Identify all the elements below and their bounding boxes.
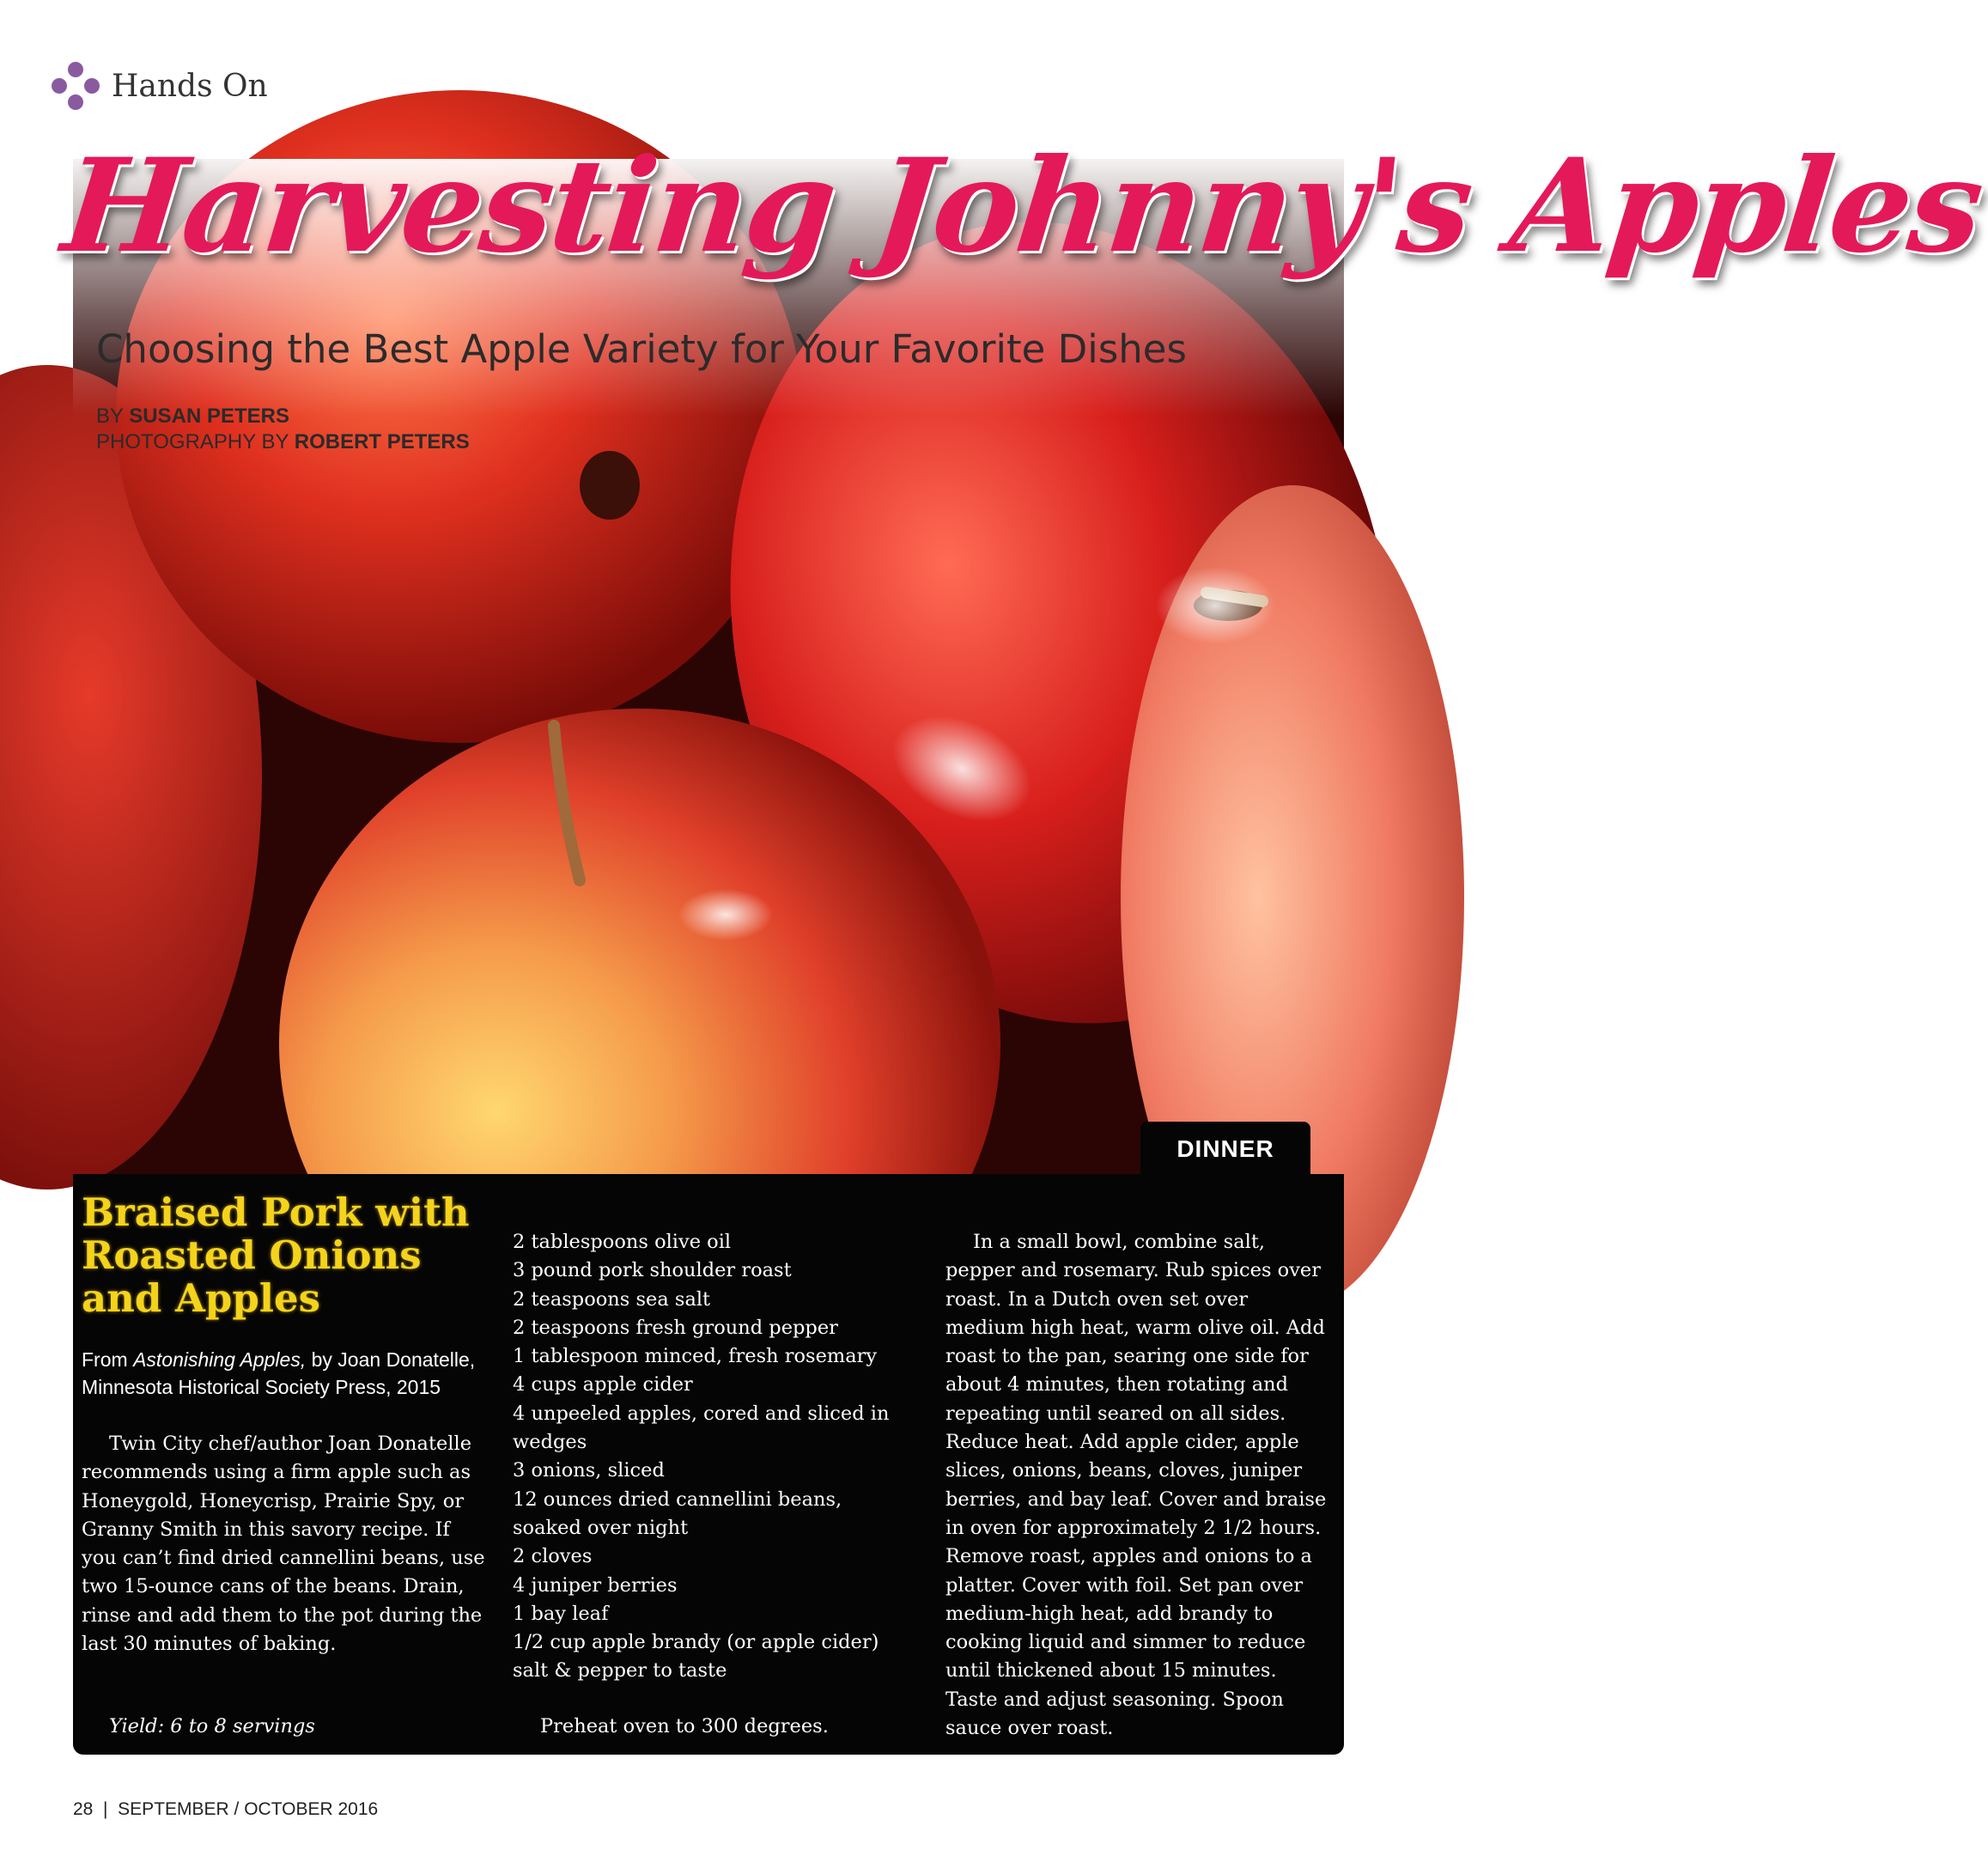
ingredient-item: 4 unpeeled apples, cored and sliced in wedges [513, 1402, 890, 1454]
ingredient-item: 2 tablespoons olive oil [513, 1231, 732, 1253]
section-label [52, 62, 268, 110]
ingredient-item: salt & pepper to taste [513, 1659, 727, 1682]
source-publisher: Minnesota Historical Society Press, 2015 [82, 1376, 441, 1398]
byline-prefix: BY [96, 405, 124, 428]
photo-prefix: PHOTOGRAPHY BY [96, 430, 289, 453]
photographer-line [96, 429, 470, 455]
ingredient-item: 1/2 cup apple brandy (or apple cider) [513, 1631, 879, 1654]
ingredient-item: 3 onions, sliced [513, 1459, 665, 1482]
source-author: by Joan Donatelle, [311, 1348, 476, 1371]
issue-date: SEPTEMBER / OCTOBER 2016 [118, 1799, 379, 1819]
ingredient-item: 3 pound pork shoulder roast [513, 1259, 792, 1282]
recipe-intro: Twin City chef/author Joan Donatelle recommends using a firm apple such as Honeygold, Honeycrisp, Prairie Spy, or Granny Smith in this savory recipe. If you can’t find dried cannellini beans, use two 15-ounce cans of the beans. Drain, rinse and add them to the pot during the last 30 minutes of baking. [82, 1433, 485, 1656]
photographer-name: ROBERT PETERS [294, 430, 470, 453]
author-name: SUSAN PETERS [129, 405, 289, 428]
page-number: 28 [73, 1799, 94, 1819]
recipe-source [82, 1346, 485, 1401]
recipe-yield: Yield: 6 to 8 servings [109, 1715, 315, 1737]
ingredient-item: 4 juniper berries [513, 1573, 678, 1597]
ingredient-item: 1 bay leaf [513, 1602, 609, 1625]
ingredient-item: 2 teaspoons fresh ground pepper [513, 1316, 838, 1339]
recipe-directions: In a small bowl, combine salt, pepper and rosemary. Rub spices over roast. In a Dutch oven set over medium high heat, warm olive oil. Add roast to the pan, searing one side for about 4 minutes, then rotating and repeating until seared on all sides. Reduce heat. Add apple cider, apple slices, onions, beans, cloves, juniper berries, and bay leaf. Cover and braise in oven for approximately 2 1/2 hours. Remove roast, apples and onions to a platter. Cover with foil. Set pan over medium-high heat, add brandy to cooking liquid and simmer to reduce until thickened about 15 minutes. Taste and adjust seasoning. Spoon sauce over roast. [945, 1231, 1327, 1740]
apples-photo [73, 159, 1344, 1181]
page-footer [73, 1799, 378, 1820]
ingredient-item: 1 tablespoon minced, fresh rosemary [513, 1345, 878, 1368]
source-prefix: From [82, 1348, 128, 1371]
recipe-box [73, 1174, 1344, 1755]
ingredient-item: 2 cloves [513, 1545, 593, 1568]
ingredient-item: 12 ounces dried cannellini beans, soaked over night [513, 1488, 842, 1539]
byline [96, 404, 470, 455]
ingredient-list [513, 1228, 916, 1686]
recipe-category-tab: DINNER [1140, 1122, 1310, 1177]
author-line [96, 404, 470, 429]
flower-dots-icon [52, 62, 100, 110]
article-subtitle: Choosing the Best Apple Variety for Your Favorite Dishes [96, 326, 1187, 372]
ingredient-item: 4 cups apple cider [513, 1373, 693, 1396]
recipe-title: Braised Pork with Roasted Onions and Apples [82, 1190, 470, 1321]
ingredient-item: 2 teaspoons sea salt [513, 1287, 711, 1311]
source-book: Astonishing Apples, [133, 1348, 307, 1371]
section-name: Hands On [112, 68, 268, 104]
preheat-instruction: Preheat oven to 300 degrees. [540, 1715, 829, 1737]
footer-separator: | [103, 1799, 108, 1819]
article-title: Harvesting Johnny's Apples [56, 131, 1988, 282]
